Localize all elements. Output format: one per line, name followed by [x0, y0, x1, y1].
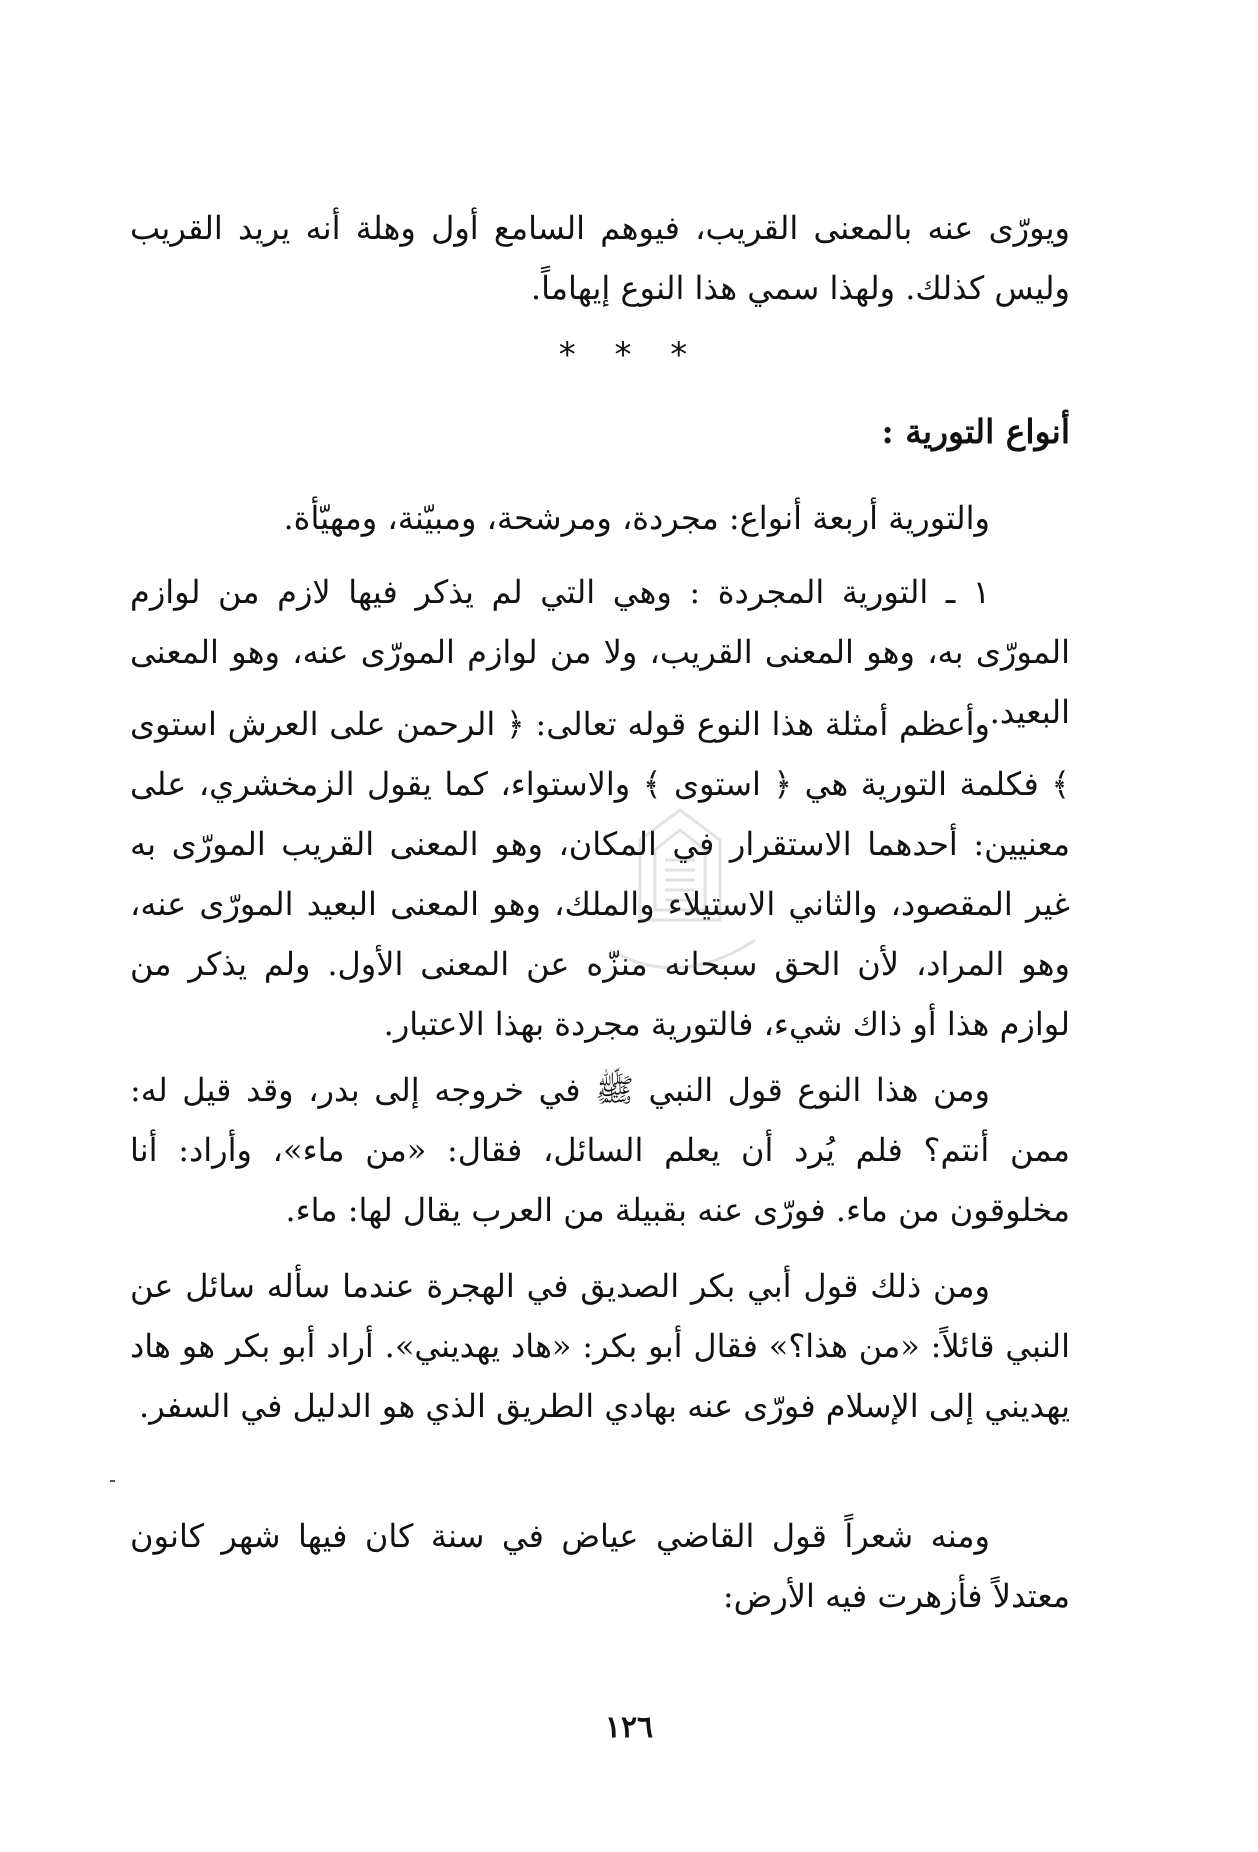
types-text: والتورية أربعة أنواع: مجردة، ومرشحة، ومبيّنة، ومهيّأة.	[283, 499, 990, 537]
section-heading: أنواع التورية :	[881, 412, 1070, 451]
intro-continuation-paragraph	[130, 198, 1070, 318]
example-text-2: ومن هذا النوع قول النبي ﷺ في خروجه إلى بدر، وقد قيل له: ممن أنتم؟ فلم يُرد أن يعلم السائل، فقال: «من ماء»، وأراد: أنا مخلوقون من ماء. فورّى عنه بقبيلة من العرب يقال لها: ماء.	[130, 1071, 1071, 1229]
scan-artifact-mark	[110, 1480, 115, 1482]
types-paragraph	[130, 488, 1070, 548]
example-paragraph-2	[130, 1060, 1070, 1240]
library-stamp-watermark-icon	[580, 800, 780, 1000]
example-text-3: ومن ذلك قول أبي بكر الصديق في الهجرة عندما سأله سائل عن النبي قائلاً: «من هذا؟» فقال أبو بكر: «هاد يهديني». أراد أبو بكر هو هاد يهديني إلى الإسلام فورّى عنه بهادي الطريق الذي هو الدليل في السفر.	[130, 1267, 1071, 1425]
intro-continuation-text: ويورّى عنه بالمعنى القريب، فيوهم السامع أول وهلة أنه يريد القريب وليس كذلك. ولهذا سمي هذا النوع إيهاماً.	[130, 209, 1070, 307]
example-paragraph-4	[130, 1506, 1070, 1626]
example-paragraph-3	[130, 1256, 1070, 1436]
example-text-4: ومنه شعراً قول القاضي عياض في سنة كان فيها شهر كانون معتدلاً فأزهرت فيه الأرض:	[130, 1517, 1070, 1615]
page-number: ١٢٦	[604, 1710, 654, 1745]
example-text-1: وأعظم أمثلة هذا النوع قوله تعالى: ﴿ الرحمن على العرش استوى ﴾ فكلمة التورية هي ﴿ استوى ﴾ والاستواء، كما يقول الزمخشري، على معنيين: أحدهما الاستقرار في المكان، وهو المعنى القريب المورّى به غير المقصود، والثاني الاستيلاء والملك، وهو المعنى البعيد المورّى عنه، وهو المراد، لأن الحق سبحانه منزّه عن المعنى الأول. ولم يذكر من لوازم هذا أو ذاك شيء، فالتورية مجردة بهذا الاعتبار.	[130, 705, 1071, 1043]
section-separator: * * *	[558, 335, 702, 375]
definition-text: ١ ـ التورية المجردة : وهي التي لم يذكر فيها لازم من لوازم المورّى به، وهو المعنى القريب، ولا من لوازم المورّى عنه، وهو المعنى البعيد.	[130, 573, 1070, 731]
